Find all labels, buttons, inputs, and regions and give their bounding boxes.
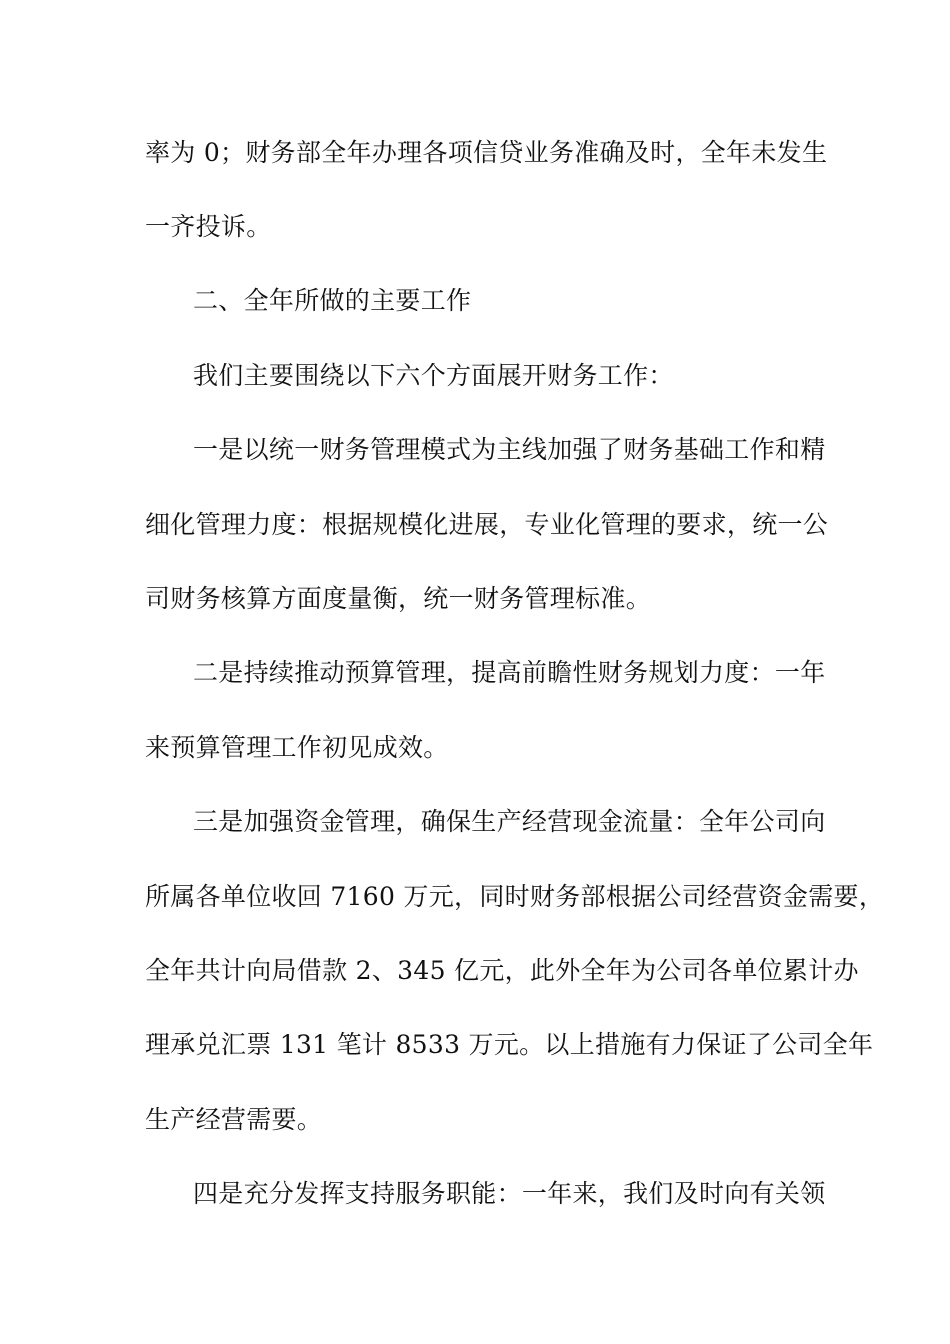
- paragraph-line: 三是加强资金管理，确保生产经营现金流量：全年公司向: [193, 807, 826, 836]
- paragraph-line: 我们主要围绕以下六个方面展开财务工作：: [193, 361, 674, 390]
- paragraph-line: 四是充分发挥支持服务职能：一年来，我们及时向有关领: [193, 1179, 826, 1208]
- paragraph-line: 一是以统一财务管理模式为主线加强了财务基础工作和精: [193, 435, 826, 464]
- paragraph-line: 来预算管理工作初见成效。: [145, 733, 449, 762]
- paragraph-line: 二是持续推动预算管理，提高前瞻性财务规划力度：一年: [193, 658, 826, 687]
- paragraph-line: 率为 0；财务部全年办理各项信贷业务准确及时，全年未发生: [145, 138, 828, 167]
- paragraph-line: 全年共计向局借款 2、345 亿元，此外全年为公司各单位累计办: [145, 956, 859, 985]
- paragraph-line: 所属各单位收回 7160 万元，同时财务部根据公司经营资金需要，: [145, 882, 885, 911]
- section-heading: 二、全年所做的主要工作: [193, 286, 472, 315]
- paragraph-line: 理承兑汇票 131 笔计 8533 万元。以上措施有力保证了公司全年: [145, 1030, 874, 1059]
- paragraph-line: 一齐投诉。: [145, 212, 272, 241]
- paragraph-line: 细化管理力度：根据规模化进展，专业化管理的要求，统一公: [145, 510, 829, 539]
- paragraph-line: 司财务核算方面度量衡，统一财务管理标准。: [145, 584, 652, 613]
- paragraph-line: 生产经营需要。: [145, 1105, 323, 1134]
